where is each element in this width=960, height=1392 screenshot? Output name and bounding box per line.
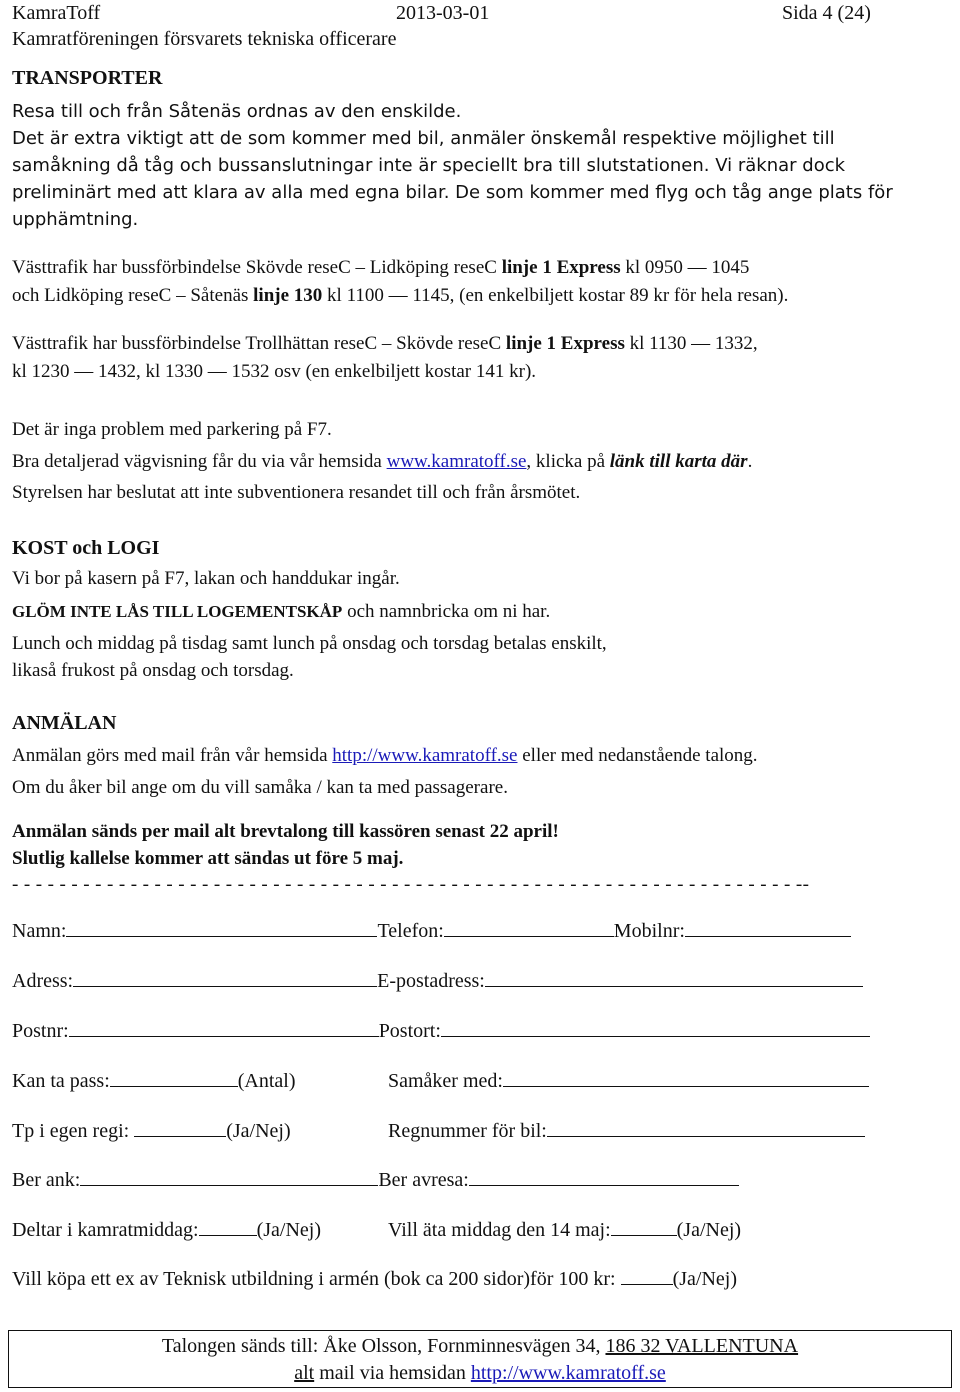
pass-field[interactable]: [110, 1068, 238, 1087]
avresa-field[interactable]: [469, 1167, 739, 1186]
transport-p3b-text: De som kommer med flyg och tåg ange plats för: [449, 182, 893, 203]
label-tp: Tp i egen regi:: [12, 1120, 130, 1142]
kost-l4: likaså frukost på onsdag och torsdag.: [12, 660, 294, 681]
bus1b-post: kl 1100 — 1145, (en enkelbiljett kostar 89 kr för hela resan).: [322, 285, 789, 306]
bus1a-bold: linje 1 Express: [501, 257, 621, 278]
label-antal: (Antal): [237, 1070, 296, 1092]
bus2-line-a: [12, 333, 758, 355]
label-postnr: Postnr:: [12, 1020, 69, 1042]
route-text: [12, 451, 752, 473]
transport-heading: TRANSPORTER: [12, 67, 163, 89]
form-row-travel: [12, 1167, 739, 1192]
footer-l1-city: 186 32 VALLENTUNA: [605, 1335, 799, 1357]
label-telefon: Telefon:: [377, 920, 444, 942]
label-postort: Postort:: [378, 1020, 441, 1042]
label-middag: Deltar i kamratmiddag:: [12, 1219, 199, 1241]
postnr-field[interactable]: [69, 1018, 379, 1037]
label-mobil: Mobilnr:: [613, 920, 685, 942]
form-row-postal: [12, 1018, 870, 1043]
adress-field[interactable]: [73, 968, 377, 987]
label-ankomst: Ber ank:: [12, 1169, 81, 1191]
subsidy-text: Styrelsen har beslutat att inte subventionera resandet till och från årsmötet.: [12, 482, 581, 503]
anmalan-l2: Om du åker bil ange om du vill samåka / kan ta med passagerare.: [12, 777, 508, 798]
label-middag14: Vill äta middag den 14 maj:: [388, 1219, 611, 1241]
bok-field[interactable]: [621, 1266, 673, 1285]
transport-p4: upphämtning.: [12, 209, 139, 230]
anmalan-heading: ANMÄLAN: [12, 712, 117, 734]
bus2a-pre: Västtrafik har bussförbindelse Trollhättan reseC – Skövde reseC: [12, 333, 506, 354]
footer-line-2: [9, 1362, 951, 1385]
form-row-tp-left: [12, 1118, 291, 1143]
label-namn: Namn:: [12, 920, 67, 942]
form-row-tp-right: [388, 1118, 865, 1143]
cut-divider: - - - - - - - - - - - - - - - - - - - - - - - - - - - - - - - - - - - - - - - - - - - - - - - - - - - - - - - - - - - - - - - - - - --: [12, 874, 810, 895]
header-page: Sida 4 (24): [782, 2, 871, 24]
namn-field[interactable]: [66, 918, 377, 937]
epost-field[interactable]: [485, 968, 863, 987]
transport-p2a: Det är extra viktigt att de som kommer med bil, anmäler önskemål respektive möjlighet till: [12, 128, 835, 149]
bus1a-pre: Västtrafik har bussförbindelse Skövde reseC – Lidköping reseC: [12, 257, 502, 278]
footer-l2-mid: mail via hemsidan: [314, 1362, 471, 1384]
kost-l2: [12, 601, 550, 623]
label-bok: Vill köpa ett ex av Teknisk utbildning i armén (bok ca 200 sidor)för 100 kr:: [12, 1268, 616, 1290]
anmalan-l1: [12, 745, 758, 767]
kost-l3: Lunch och middag på tisdag samt lunch på onsdag och torsdag betalas enskilt,: [12, 633, 607, 654]
label-regnr: Regnummer för bil:: [388, 1120, 547, 1142]
kost-l1: Vi bor på kasern på F7, lakan och handdukar ingår.: [12, 568, 400, 589]
map-link-text: länk till karta där: [609, 451, 748, 472]
kost-l2-bold: GLÖM INTE LÅS TILL LOGEMENTSKÅP: [12, 602, 343, 621]
postort-field[interactable]: [441, 1018, 870, 1037]
middag14-field[interactable]: [611, 1217, 677, 1236]
homepage-link[interactable]: http://www.kamratoff.se: [332, 745, 518, 766]
ankomst-field[interactable]: [80, 1167, 378, 1186]
anmalan-l1-post: eller med nedanstående talong.: [517, 745, 758, 766]
bus1a-post: kl 0950 — 1045: [620, 257, 750, 278]
form-row-dinner-left: [12, 1217, 321, 1242]
transport-p1: Resa till och från Såtenäs ordnas av den enskilde.: [12, 101, 462, 122]
bus1b-bold: linje 130: [253, 285, 323, 306]
transport-p2b: [12, 155, 845, 176]
label-tp-janej: (Ja/Nej): [226, 1120, 291, 1142]
transport-p2b-text: samåkning då tåg och bussanslutningar inte är speciellt bra till slutstationen.: [12, 155, 710, 176]
form-row-dinner-right: [388, 1217, 741, 1242]
footer-l2-alt: alt: [294, 1362, 315, 1384]
samaker-field[interactable]: [503, 1068, 869, 1087]
bus1b-pre: och Lidköping reseC – Såtenäs: [12, 285, 254, 306]
header-date: 2013-03-01: [396, 2, 490, 24]
regnr-field[interactable]: [547, 1118, 865, 1137]
footer-line-1: [9, 1335, 951, 1358]
form-row-pass-right: [388, 1068, 869, 1093]
route-pre: Bra detaljerad vägvisning får du via vår hemsida: [12, 451, 387, 472]
transport-p3: [12, 182, 893, 203]
label-avresa: Ber avresa:: [378, 1169, 469, 1191]
anmalan-l1-pre: Anmälan görs med mail från vår hemsida: [12, 745, 333, 766]
transport-p2c-text: Vi räknar dock: [709, 155, 846, 176]
bus1-line-a: [12, 257, 749, 279]
bus2a-bold: linje 1 Express: [505, 333, 625, 354]
header-left: KamraToff: [12, 2, 101, 24]
telefon-field[interactable]: [444, 918, 614, 937]
header-org: Kamratföreningen försvarets tekniska officerare: [12, 28, 397, 50]
form-row-address: [12, 968, 863, 993]
footer-l1-pre: Talongen sänds till: Åke Olsson, Fornminnesvägen 34,: [161, 1335, 606, 1357]
website-link[interactable]: www.kamratoff.se: [386, 451, 527, 472]
route-end: .: [747, 451, 753, 472]
parking-text: Det är inga problem med parkering på F7.: [12, 419, 332, 440]
anmalan-deadline: Anmälan sänds per mail alt brevtalong till kassören senast 22 april!: [12, 821, 559, 842]
label-middag-janej: (Ja/Nej): [256, 1219, 322, 1241]
footer-address-box: [8, 1330, 952, 1388]
form-row-pass-left: [12, 1068, 296, 1093]
label-pass: Kan ta pass:: [12, 1070, 110, 1092]
form-row-name: [12, 918, 851, 943]
middag-field[interactable]: [199, 1217, 257, 1236]
transport-p3-text: preliminärt med att klara av alla med egna bilar.: [12, 182, 450, 203]
bus2a-post: kl 1130 — 1332,: [624, 333, 758, 354]
tp-field[interactable]: [134, 1118, 226, 1137]
label-epost: E-postadress:: [377, 970, 485, 992]
label-adress: Adress:: [12, 970, 74, 992]
footer-website-link[interactable]: http://www.kamratoff.se: [470, 1362, 666, 1384]
kost-l2-rest: och namnbricka om ni har.: [342, 601, 551, 622]
bus1-line-b: [12, 285, 788, 307]
mobil-field[interactable]: [685, 918, 851, 937]
label-middag14-janej: (Ja/Nej): [676, 1219, 742, 1241]
anmalan-final-notice: Slutlig kallelse kommer att sändas ut före 5 maj.: [12, 848, 404, 869]
form-row-book: [12, 1266, 737, 1291]
bus2-line-b: kl 1230 — 1432, kl 1330 — 1532 osv (en enkelbiljett kostar 141 kr).: [12, 361, 537, 382]
label-bok-janej: (Ja/Nej): [672, 1268, 737, 1290]
kost-heading: KOST och LOGI: [12, 537, 160, 559]
label-samaker: Samåker med:: [388, 1070, 503, 1092]
route-mid: , klicka på: [526, 451, 610, 472]
